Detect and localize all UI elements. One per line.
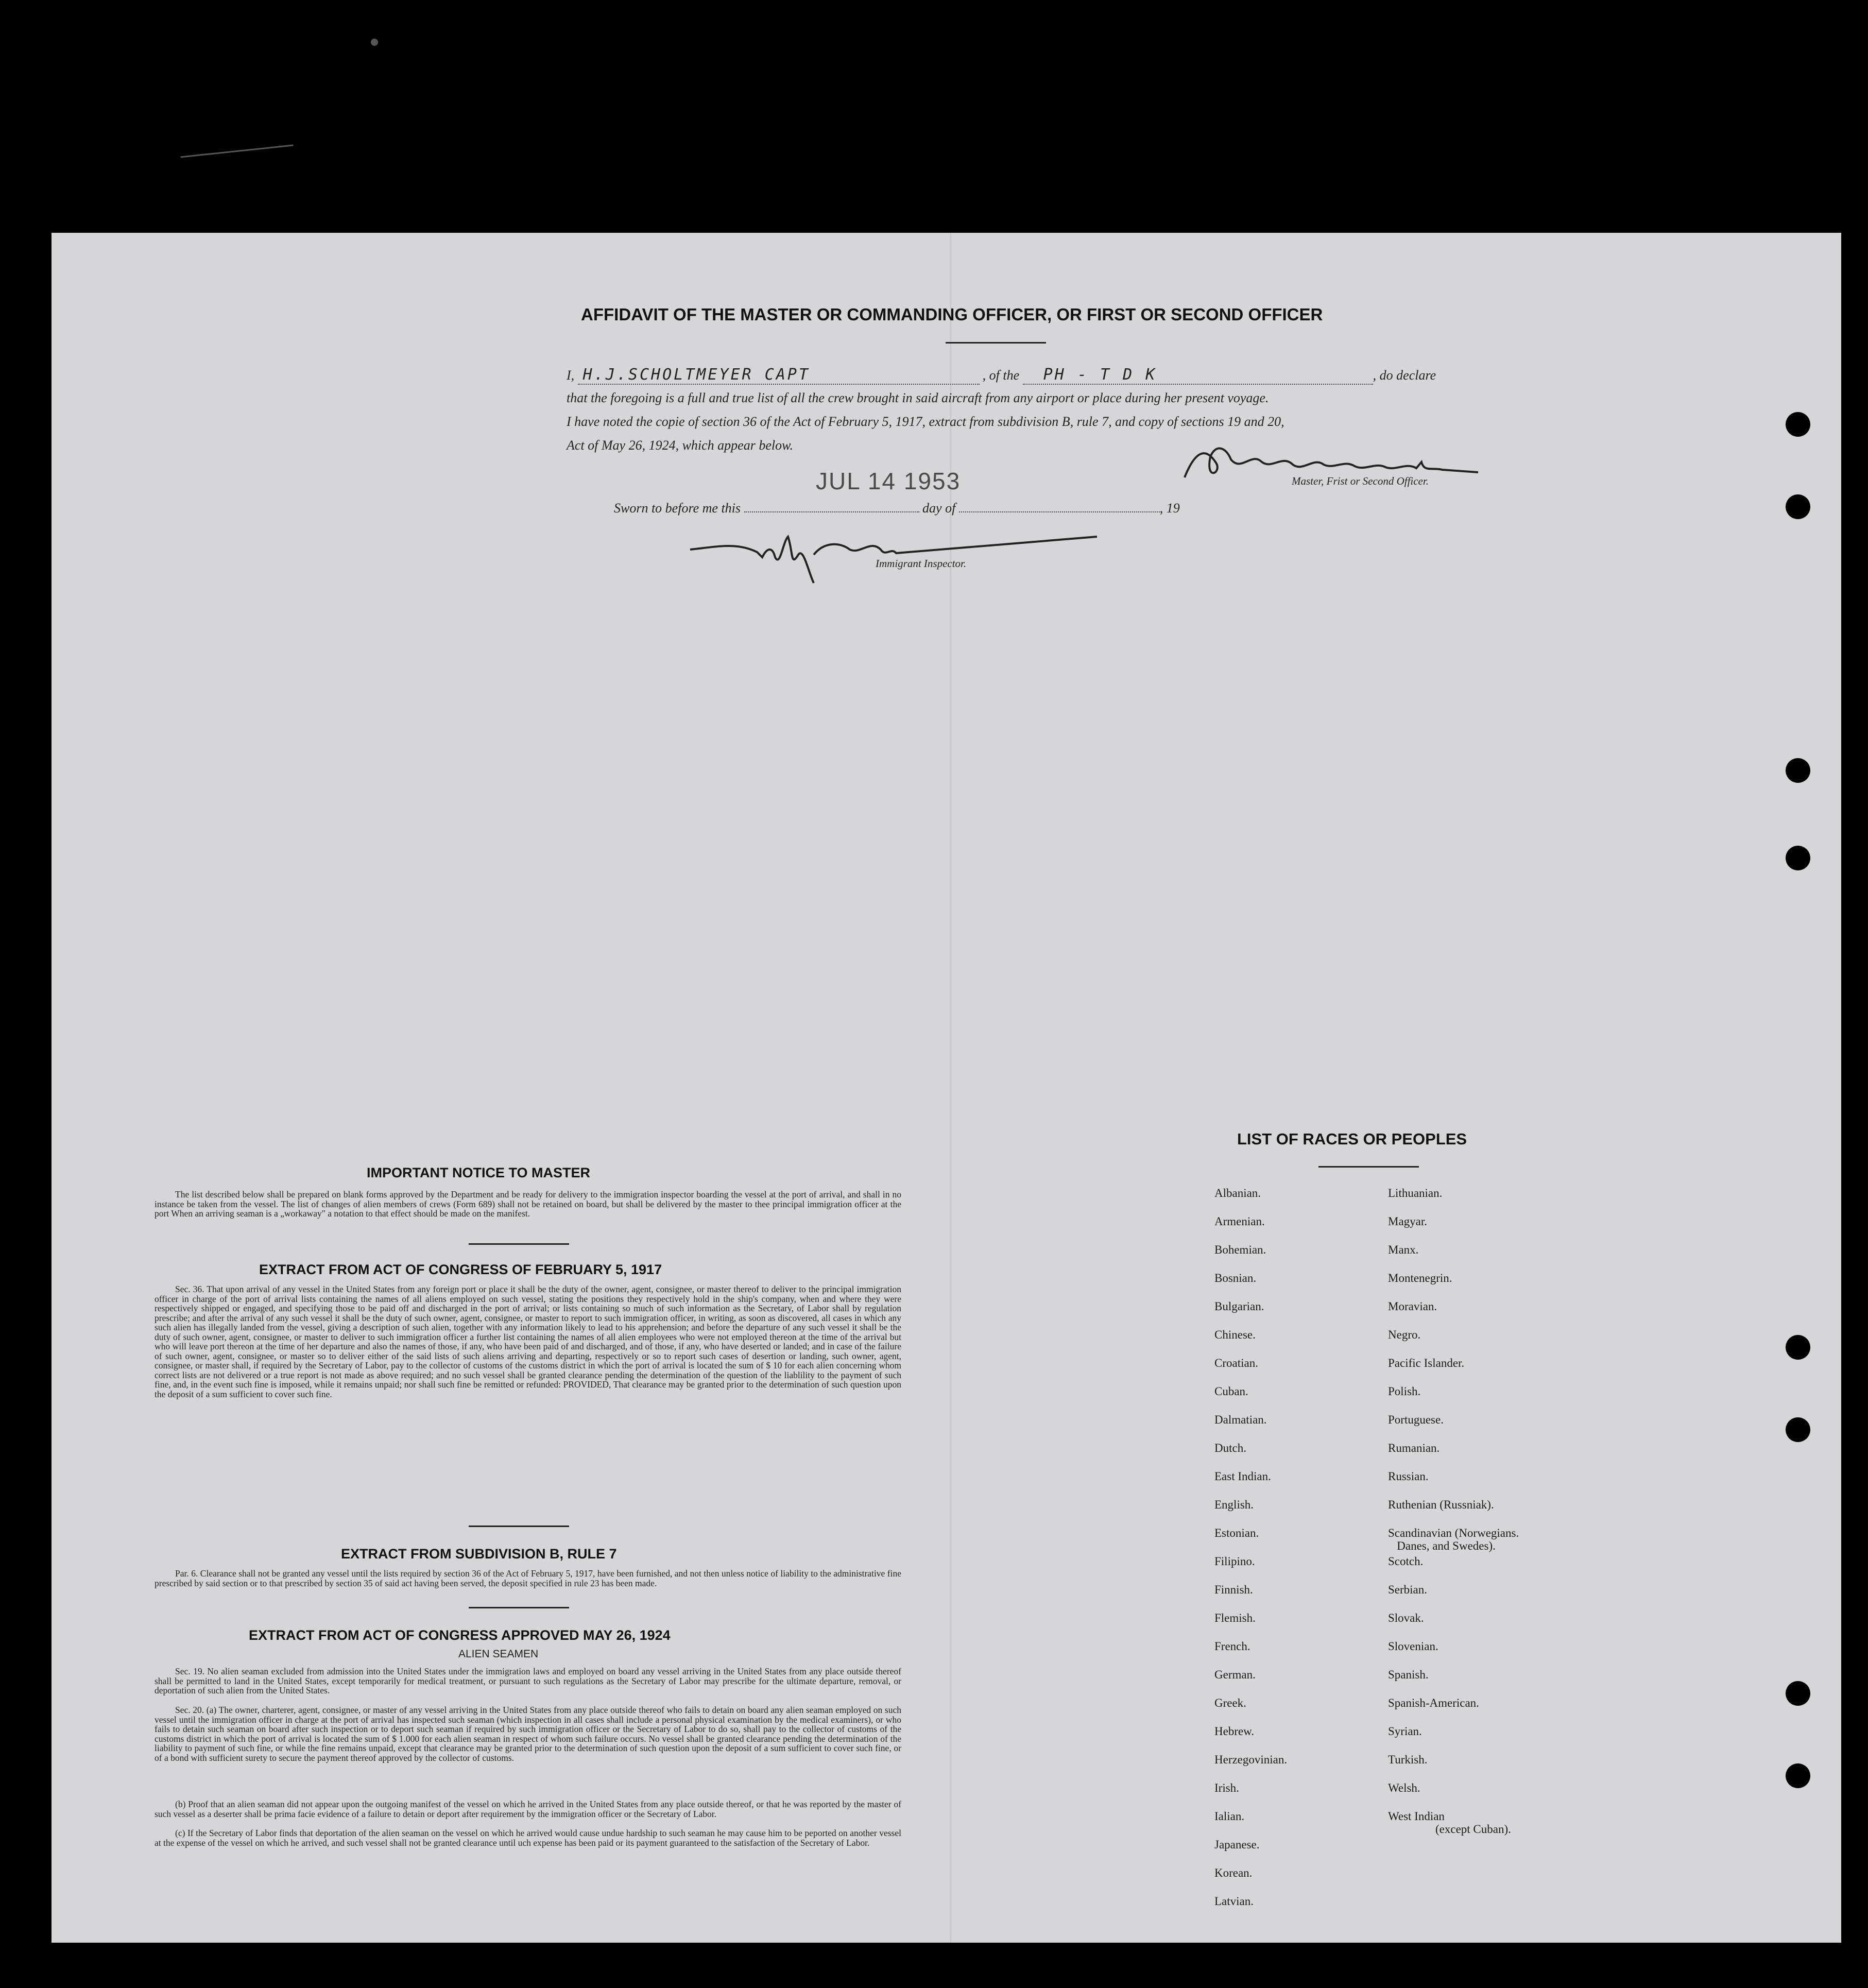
extract-1917-text: Sec. 36. That upon arrival of any vessel in the United States from any foreign port or place it shall be the duty of the owner, agent, consignee, or master thereof to deliver to the principal immigration officer in charge of the port of arrival lists containing the names of all aliens employed on such vessel, stating the positions they respectively hold in the ship's company, when and where they were respectively shipped or engaged, and specifying those to be paid off and discharged in the port of arrival; or lists containing so much of such information as the Secretary, of Labor shall by regulation prescribe; and after the arrival of any such vessel it shall be the duty of such owner, agent, consignee, or master to report to such immigration officer, in writing, as soon as discovered, all cases in which any such alien has illegally landed from the vessel, giving a description of such alien, together with any information likely to lead to his apprehension; and before the departure of any such vessel it shall be the duty of such owner, agent, consignee, or master to deliver to such immigration officer a further list containing the names of all alien employees who were not employed thereon at the time of the arrival but who will leave port thereon at the time of her departure and also the names of those, if any, who have been paid of and discharged, and of those, if any, who have deserted or landed; and in case of the failure of such owner, agent, consignee, or master so to deliver either of the said lists of such aliens arriving and departing, respectively or so to report such cases of desertion or landing, such owner, agent, consignee, or master shall, if required by the Secretary of Labor, pay to the collector of customs of the customs district in which the port of arrival is located the sum of $ 10 for each alien concerning whom correct lists are not delivered or a true report is not made as above required; and no such vessel shall be granted clearance pending the determination of the question of the liablility to the payment of such fine, and, in the event such fine is imposed, while it remains unpaid; nor shall such fine be remitted or refunded: PROVIDED, That clearance may be granted prior to the determination of such question upon the deposit of a sum sufficient to cover such fine. <box>155 1284 901 1399</box>
race-item: West Indian (except Cuban). <box>1388 1810 1511 1836</box>
race-item: Chinese. <box>1214 1328 1256 1341</box>
race-item: Greek. <box>1214 1696 1246 1709</box>
race-item: Ruthenian (Russniak). <box>1388 1498 1494 1511</box>
sworn-day-label: day of <box>922 501 956 516</box>
race-item: Albanian. <box>1214 1187 1261 1199</box>
race-item: Dalmatian. <box>1214 1413 1267 1426</box>
race-item: Negro. <box>1388 1328 1421 1341</box>
race-item: Cuban. <box>1214 1385 1248 1398</box>
races-title: LIST OF RACES OR PEOPLES <box>1237 1130 1467 1148</box>
race-item: Turkish. <box>1388 1753 1428 1766</box>
punch-hole <box>1786 1681 1810 1706</box>
race-item: Finnish. <box>1214 1583 1253 1596</box>
notice-title: IMPORTANT NOTICE TO MASTER <box>367 1165 590 1180</box>
race-item: Portuguese. <box>1388 1413 1444 1426</box>
affidavit-title: AFFIDAVIT OF THE MASTER OR COMMANDING OFFICER, OR FIRST OR SECOND OFFICER <box>581 305 1323 324</box>
race-item: Estonian. <box>1214 1527 1259 1539</box>
race-item: Dutch. <box>1214 1442 1246 1454</box>
race-item: Serbian. <box>1388 1583 1428 1596</box>
race-item: Japanese. <box>1214 1838 1260 1851</box>
affidavit-line-4: Act of May 26, 1924, which appear below. <box>567 438 794 453</box>
affidavit-line-1 <box>567 366 1436 385</box>
race-item: Polish. <box>1388 1385 1421 1398</box>
race-item: Latvian. <box>1214 1895 1254 1908</box>
race-item: Croatian. <box>1214 1357 1258 1369</box>
sworn-prefix: Sworn to before me this <box>614 501 741 516</box>
sworn-line <box>614 501 1180 516</box>
punch-hole <box>1786 758 1810 783</box>
race-item: Syrian. <box>1388 1725 1422 1738</box>
race-item: German. <box>1214 1668 1256 1681</box>
aircraft-registration: PH - T D K <box>1043 366 1157 384</box>
race-item: Montenegrin. <box>1388 1272 1452 1284</box>
extract-1924-subtitle: ALIEN SEAMEN <box>458 1648 539 1660</box>
extract-1924-para-4: (c) If the Secretary of Labor finds that deportation of the alien seaman on the vessel on which he arrived would cause undue hardship to such seaman he may cause him to be peported on another vessel at the expense of the vessel on which he arrived, and such vessel shall not be granted clearance until uch expense has been paid or its payment guaranteed to the satisfaction of the Secretary of Labor. <box>155 1828 901 1848</box>
race-item: Flemish. <box>1214 1612 1256 1624</box>
race-item: Russian. <box>1388 1470 1429 1483</box>
race-item: Bulgarian. <box>1214 1300 1264 1313</box>
extract-1924-para-3: (b) Proof that an alien seaman did not appear upon the outgoing manifest of the vessel on which he arrived in the United States from any place outside thereof, or that he was reported by the master of such vessel as a deserter shall be prima facie evidence of a failure to detain or deport after requirement by the immigration officer or the Secretary of Labor. <box>155 1799 901 1819</box>
scan-mark <box>371 39 378 46</box>
master-name: H.J.SCHOLTMEYER CAPT <box>582 366 810 384</box>
race-item: Welsh. <box>1388 1781 1420 1794</box>
affidavit-line-2: that the foregoing is a full and true list of all the crew brought in said aircraft from any airport or place during her present voyage. <box>567 390 1269 405</box>
extract-rule7-title: EXTRACT FROM SUBDIVISION B, RULE 7 <box>341 1546 617 1562</box>
race-item: Filipino. <box>1214 1555 1255 1568</box>
punch-hole <box>1786 1763 1810 1788</box>
race-item: Herzegovinian. <box>1214 1753 1288 1766</box>
race-item: Scotch. <box>1388 1555 1424 1568</box>
extract-1917-title: EXTRACT FROM ACT OF CONGRESS OF FEBRUARY 5, 1917 <box>259 1262 662 1277</box>
date-stamp: JUL 14 1953 <box>816 468 961 494</box>
punch-hole <box>1786 494 1810 519</box>
race-item: Pacific Islander. <box>1388 1357 1465 1369</box>
extract-1924-para-2: Sec. 20. (a) The owner, charterer, agent, consignee, or master of any vessel arriving in the United States from any place outside thereof who fails to detain on board any alien seaman employed on such vessel until the immigration officer in charge at the port of arrival has inspected such seaman (which inspection in all cases shall include a personal physical examination by the medical examiners), or who fails to detain such seaman on board after such inspection or to deport such seaman if required by such immigration officer or the Secretary of Labor to do so, shall pay to the collector of customs of the customs district in which the port of arrival is located the sum of $ 1.000 for each alien seaman in respect of whom such failure occurs. No vessel shall be granted clearance pending the determination of the liability to payment of such fine, or while the fine remains unpaid, except that clearance may be granted prior to the determination of such question upon the deposit of a sum sufficient to cover such fine, or of a bond with sufficient surety to secure the payment thereof approved by the collector of customs. <box>155 1705 901 1763</box>
aircraft-field <box>1023 366 1373 385</box>
punch-hole <box>1786 1417 1810 1442</box>
race-item: Bosnian. <box>1214 1272 1257 1284</box>
sworn-month-field <box>959 511 1160 512</box>
races-title-rule <box>1318 1166 1419 1168</box>
notice-text: The list described below shall be prepared on blank forms approved by the Department and be ready for delivery to the immigration inspector boarding the vessel at the port of arrival, and shall in no instance be taken from the vessel. The list of changes of alien members of crews (Form 689) shall not be retained on board, but shall be delivered by the master to thee principal immigration officer at the port When an arriving seaman is a „workaway" a notation to that effect should be made on the manifest. <box>155 1189 901 1219</box>
race-item: Moravian. <box>1388 1300 1437 1313</box>
line1-prefix: I, <box>567 368 575 383</box>
sworn-year-label: , 19 <box>1159 501 1180 516</box>
master-name-field <box>578 366 980 385</box>
sworn-day-field <box>744 511 919 512</box>
race-item: Manx. <box>1388 1243 1419 1256</box>
race-item: Irish. <box>1214 1781 1239 1794</box>
race-item: English. <box>1214 1498 1254 1511</box>
document-page <box>52 233 1841 1943</box>
affidavit-line-3: I have noted the copie of section 36 of the Act of February 5, 1917, extract from subdivision B, rule 7, and copy of sections 19 and 20, <box>567 414 1284 429</box>
punch-hole <box>1786 1335 1810 1360</box>
race-item: Scandinavian (Norwegians. Danes, and Swedes). <box>1388 1527 1519 1552</box>
title-rule <box>946 342 1046 344</box>
master-signature-caption: Master, Frist or Second Officer. <box>1292 475 1429 487</box>
scan-mark <box>180 145 293 158</box>
extract-1924-title: EXTRACT FROM ACT OF CONGRESS APPROVED MAY 26, 1924 <box>249 1627 671 1643</box>
race-item: Hebrew. <box>1214 1725 1255 1738</box>
extract-1924-para-1: Sec. 19. No alien seaman excluded from admission into the United States under the immigration laws and employed on board any vessel arriving in the United States from any place outside thereof shall be permitted to land in the United States, except temporarily for medical treatment, or pursuant to such regulations as the Secretary of Labor may prescribe for the ultimate departure, removal, or deportation of such alien from the United States. <box>155 1666 901 1695</box>
line1-suffix: , do declare <box>1373 368 1436 383</box>
race-item: Magyar. <box>1388 1215 1428 1228</box>
race-item: Ialian. <box>1214 1810 1245 1823</box>
punch-hole <box>1786 846 1810 870</box>
race-item: Slovak. <box>1388 1612 1424 1624</box>
punch-hole <box>1786 412 1810 437</box>
section-rule <box>469 1607 569 1608</box>
race-item: Spanish. <box>1388 1668 1429 1681</box>
race-item: Bohemian. <box>1214 1243 1266 1256</box>
race-item: East Indian. <box>1214 1470 1271 1483</box>
section-rule <box>469 1526 569 1527</box>
race-item: French. <box>1214 1640 1250 1653</box>
race-item: Korean. <box>1214 1866 1253 1879</box>
race-item: Armenian. <box>1214 1215 1265 1228</box>
inspector-caption: Immigrant Inspector. <box>876 557 967 570</box>
race-item: Rumanian. <box>1388 1442 1440 1454</box>
race-item: Lithuanian. <box>1388 1187 1443 1199</box>
race-item: Slovenian. <box>1388 1640 1438 1653</box>
section-rule <box>469 1243 569 1245</box>
race-item: Spanish-American. <box>1388 1696 1479 1709</box>
line1-mid: , of the <box>982 368 1020 383</box>
extract-rule7-text: Par. 6. Clearance shall not be granted any vessel until the lists required by section 36 of the Act of February 5, 1917, have been furnished, and not then unless notice of liability to the administrative fine prescribed by said section or to that prescribed by section 35 of said act having been served, the deposit specified in rule 23 has been made. <box>155 1568 901 1588</box>
